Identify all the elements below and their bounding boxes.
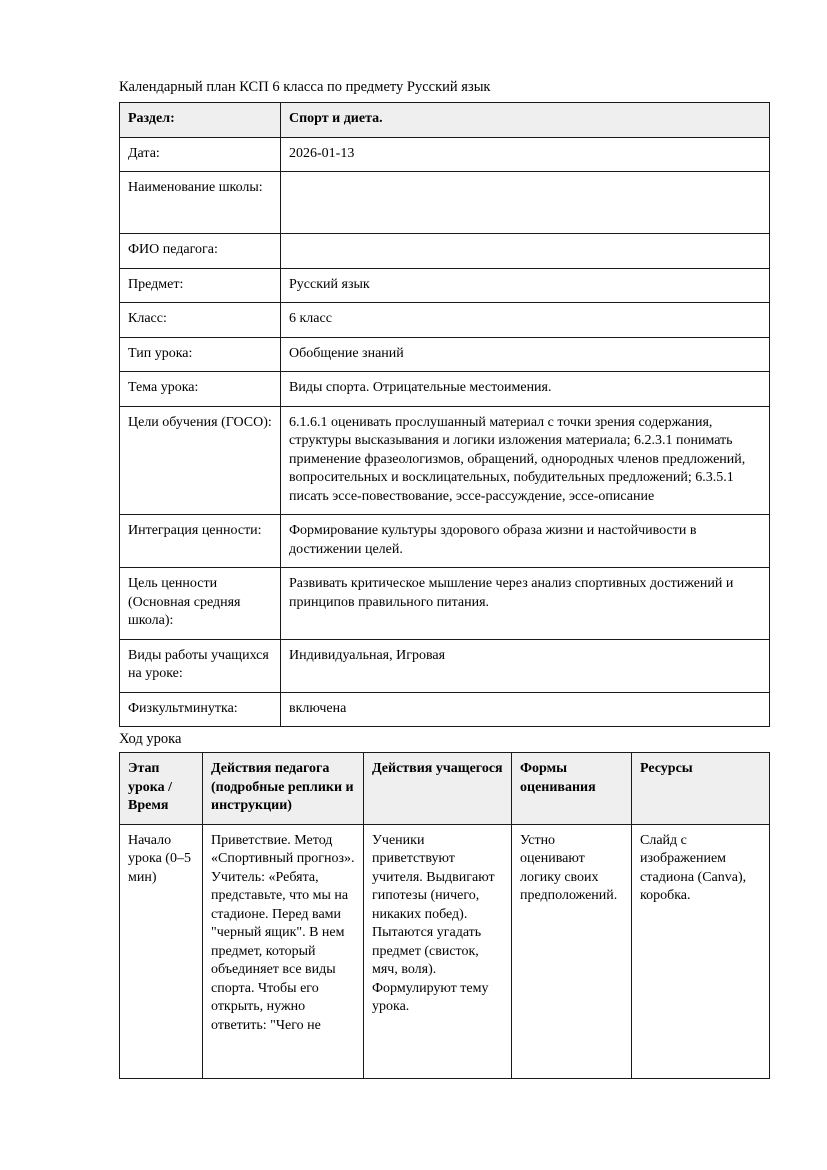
- table-row: [120, 268, 770, 303]
- cell-assessment-forms-text: Устно оценивают логику своих предположений.: [520, 832, 618, 903]
- row-label-value-goal: Цель ценности (Основная средняя школа):: [120, 568, 281, 640]
- lesson-info-body: [120, 103, 770, 727]
- row-value-value-integration: Формирование культуры здорового образа жизни и настойчивости в достижении целей.: [281, 515, 770, 568]
- column-header-teacher-actions: Действия педагога (подробные реплики и инструкции): [203, 753, 364, 825]
- table-row: [120, 372, 770, 407]
- cell-assessment-forms: [512, 824, 632, 1078]
- lesson-flow-table: [119, 752, 770, 1079]
- row-value-grade: 6 класс: [281, 303, 770, 338]
- row-label-grade: Класс:: [120, 303, 281, 338]
- column-header-stage: Этап урока / Время: [120, 753, 203, 825]
- table-row: [120, 692, 770, 727]
- table-row: [120, 824, 770, 1078]
- cell-teacher-actions: [203, 824, 364, 1078]
- cell-student-actions-text: Ученики приветствуют учителя. Выдвигают гипотезы (ничего, никаких побед). Пытаются угадать предмет (свисток, мяч, воля). Формулируют тему урока.: [372, 832, 495, 1014]
- page-title: Календарный план КСП 6 класса по предмету Русский язык: [119, 79, 491, 95]
- row-label-work-types: Виды работы учащихся на уроке:: [120, 639, 281, 692]
- cell-student-actions: [364, 824, 512, 1078]
- cell-stage-text: Начало урока (0–5 мин): [128, 832, 191, 885]
- cell-resources-text: Слайд с изображением стадиона (Canva), коробка.: [640, 832, 747, 903]
- lesson-info-table: [119, 102, 770, 727]
- table-row: [120, 568, 770, 640]
- row-value-lesson-topic: Виды спорта. Отрицательные местоимения.: [281, 372, 770, 407]
- column-header-resources: Ресурсы: [632, 753, 770, 825]
- table-row: [120, 137, 770, 172]
- row-value-value-goal: Развивать критическое мышление через анализ спортивных достижений и принципов правильного питания.: [281, 568, 770, 640]
- table-row: [120, 303, 770, 338]
- table-row: [120, 337, 770, 372]
- row-value-date: 2026-01-13: [281, 137, 770, 172]
- section-value-cell: Спорт и диета.: [281, 103, 770, 138]
- table-row: [120, 172, 770, 234]
- row-value-subject: Русский язык: [281, 268, 770, 303]
- row-value-physical-break: включена: [281, 692, 770, 727]
- row-label-school-name: Наименование школы:: [120, 172, 281, 234]
- row-label-lesson-type: Тип урока:: [120, 337, 281, 372]
- table-row: [120, 515, 770, 568]
- row-value-teacher-name: [281, 234, 770, 269]
- lesson-flow-label: Ход урока: [119, 731, 182, 747]
- table-row: [120, 234, 770, 269]
- row-value-work-types: Индивидуальная, Игровая: [281, 639, 770, 692]
- cell-teacher-actions-text: Приветствие. Метод «Спортивный прогноз». Учитель: «Ребята, представьте, что мы на стадионе. Перед вами "черный ящик". В нем предмет, который объединяет все виды спорта. Чтобы его открыть, нужно ответить: "Чего не: [211, 832, 355, 1033]
- row-label-value-integration: Интеграция ценности:: [120, 515, 281, 568]
- row-label-teacher-name: ФИО педагога:: [120, 234, 281, 269]
- lesson-flow-head: [120, 753, 770, 825]
- row-value-learning-objectives: 6.1.6.1 оценивать прослушанный материал с точки зрения содержания, структуры высказывания и логики изложения материала; 6.2.3.1 понимать применение фразеологизмов, обращений, однородных членов предложений, вопросительных и восклицательных, побудительных предложений; 6.3.5.1 писать эссе-повествование, эссе-рассуждение, эссе-описание: [281, 406, 770, 515]
- cell-resources: [632, 824, 770, 1078]
- table-header-row: [120, 753, 770, 825]
- table-row: [120, 639, 770, 692]
- row-label-physical-break: Физкультминутка:: [120, 692, 281, 727]
- table-row-section: [120, 103, 770, 138]
- lesson-flow-body: [120, 824, 770, 1078]
- row-value-school-name: [281, 172, 770, 234]
- section-label-cell: Раздел:: [120, 103, 281, 138]
- column-header-assessment-forms: Формы оценивания: [512, 753, 632, 825]
- row-label-subject: Предмет:: [120, 268, 281, 303]
- row-label-date: Дата:: [120, 137, 281, 172]
- row-label-lesson-topic: Тема урока:: [120, 372, 281, 407]
- row-value-lesson-type: Обобщение знаний: [281, 337, 770, 372]
- cell-stage: [120, 824, 203, 1078]
- table-row: [120, 406, 770, 515]
- column-header-student-actions: Действия учащегося: [364, 753, 512, 825]
- row-label-learning-objectives: Цели обучения (ГОСО):: [120, 406, 281, 515]
